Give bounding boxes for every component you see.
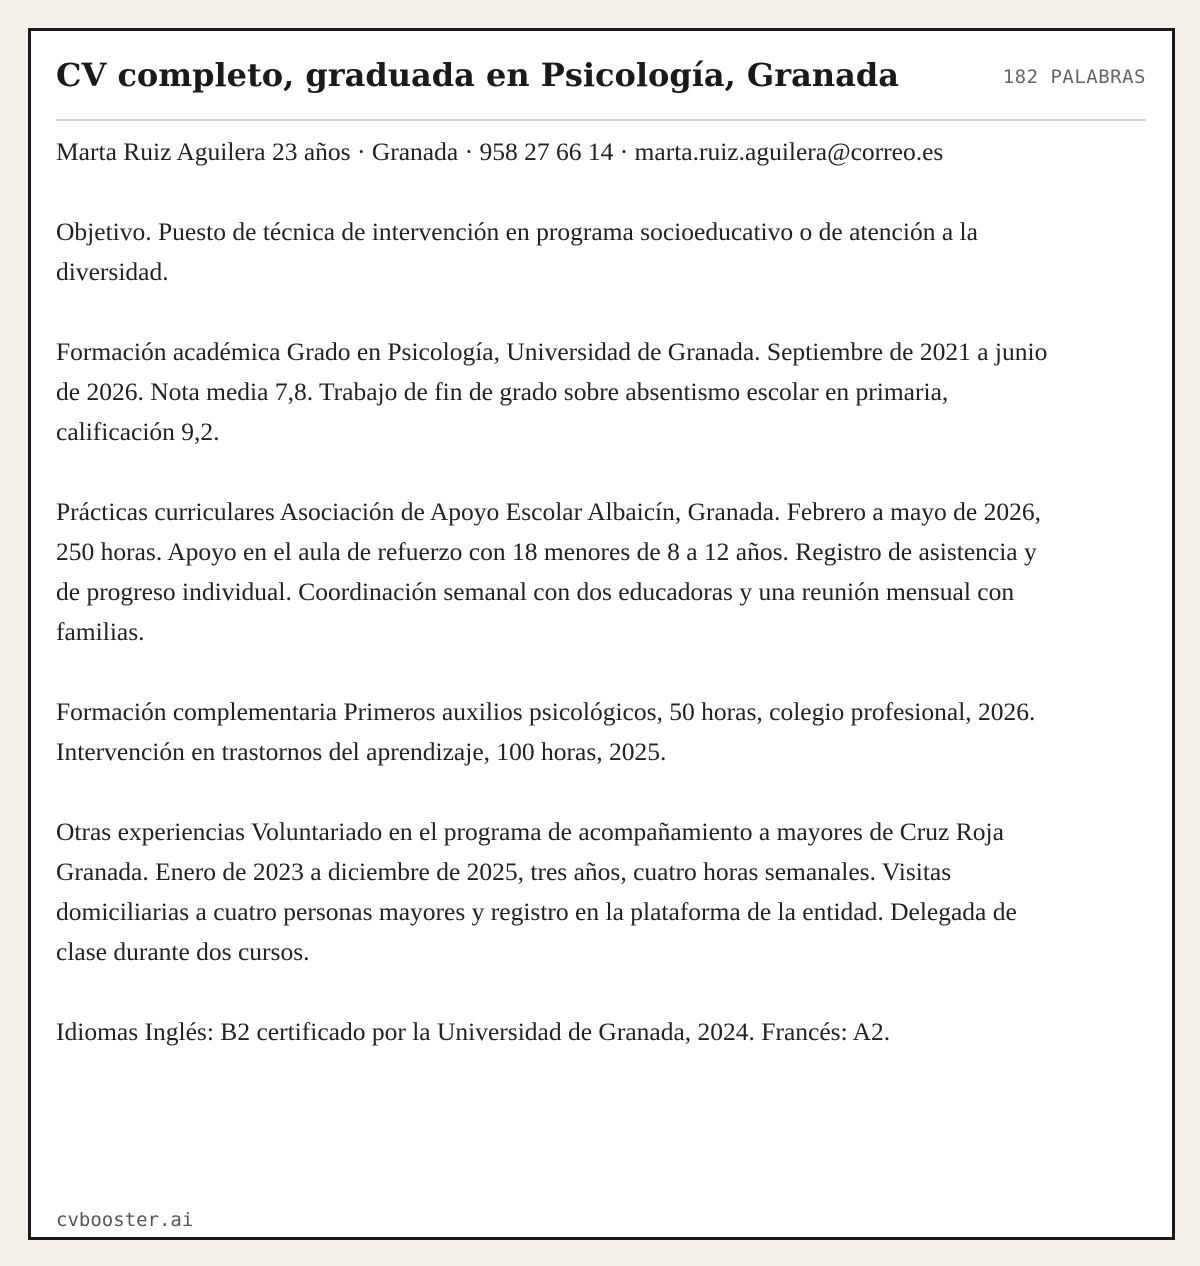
education-paragraph: Formación académica Grado en Psicología, Universidad de Granada. Septiembre de 2021 a junio de 2026. Nota media 7,8. Trabajo de fin de grado sobre absentismo escolar en primaria, calificación 9,2.: [56, 337, 1048, 446]
cv-body: [56, 132, 1056, 1052]
internship-paragraph: Prácticas curriculares Asociación de Apoyo Escolar Albaicín, Granada. Febrero a mayo de 2026, 250 horas. Apoyo en el aula de refuerzo con 18 menores de 8 a 12 años. Registro de asistencia y de progreso individual. Coordinación semanal con dos educadoras y una reunión mensual con familias.: [56, 497, 1041, 646]
contact-paragraph: Marta Ruiz Aguilera 23 años · Granada · 958 27 66 14 · marta.ruiz.aguilera@correo.es: [56, 137, 944, 166]
cv-card: [28, 28, 1175, 1240]
brand-footer: cvbooster.ai: [56, 1209, 194, 1231]
complementary-training-paragraph: Formación complementaria Primeros auxilios psicológicos, 50 horas, colegio profesional, 2026. Intervención en trastornos del aprendizaje, 100 horas, 2025.: [56, 697, 1036, 766]
word-count-badge: 182 PALABRAS: [1002, 66, 1146, 88]
objective-paragraph: Objetivo. Puesto de técnica de intervención en programa socioeducativo o de atención a la diversidad.: [56, 217, 978, 286]
page-title: CV completo, graduada en Psicología, Granada: [56, 56, 899, 94]
other-experience-paragraph: Otras experiencias Voluntariado en el programa de acompañamiento a mayores de Cruz Roja Granada. Enero de 2023 a diciembre de 2025, tres años, cuatro horas semanales. Visitas domiciliarias a cuatro personas mayores y registro en la plataforma de la entidad. Delegada de clase durante dos cursos.: [56, 817, 1017, 966]
languages-paragraph: Idiomas Inglés: B2 certificado por la Universidad de Granada, 2024. Francés: A2.: [56, 1017, 891, 1046]
cv-header: [56, 49, 1146, 121]
